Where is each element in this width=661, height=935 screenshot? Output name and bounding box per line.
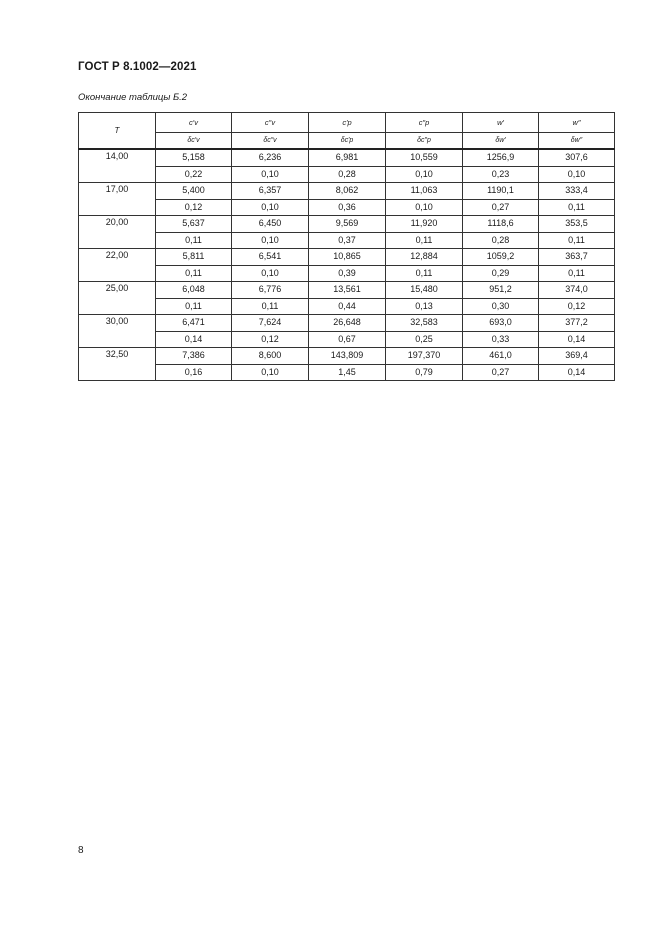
value-cell: 8,600 [232,348,309,365]
table-row-errors [79,199,615,216]
value-cell: 10,865 [309,249,386,266]
value-cell: 15,480 [386,282,463,299]
error-cell: 0,14 [156,331,232,348]
value-cell: 1059,2 [463,249,539,266]
header-error-cell: δc′v [156,133,232,150]
value-cell: 197,370 [386,348,463,365]
header-cell: c′p [309,113,386,133]
error-cell: 0,10 [232,166,309,183]
document-header: ГОСТ Р 8.1002—2021 [78,61,197,73]
error-cell: 1,45 [309,364,386,381]
value-cell: 6,981 [309,149,386,166]
table-row [79,149,615,166]
error-cell: 0,30 [463,298,539,315]
table-row-errors [79,166,615,183]
temperature-cell: 14,00 [79,149,156,183]
header-error-cell: δc″p [386,133,463,150]
header-cell: w″ [539,113,615,133]
value-cell: 5,637 [156,216,232,233]
table-row [79,315,615,332]
error-cell: 0,33 [463,331,539,348]
value-cell: 5,811 [156,249,232,266]
table-row-errors [79,265,615,282]
value-cell: 1256,9 [463,149,539,166]
temperature-cell: 25,00 [79,282,156,315]
data-table [78,112,615,381]
value-cell: 369,4 [539,348,615,365]
error-cell: 0,10 [539,166,615,183]
error-cell: 0,29 [463,265,539,282]
table-row-errors [79,364,615,381]
value-cell: 6,357 [232,183,309,200]
table-row-errors [79,232,615,249]
table-row [79,216,615,233]
table-row-errors [79,331,615,348]
table-row [79,183,615,200]
value-cell: 6,048 [156,282,232,299]
value-cell: 12,884 [386,249,463,266]
value-cell: 377,2 [539,315,615,332]
error-cell: 0,11 [156,298,232,315]
value-cell: 11,063 [386,183,463,200]
value-cell: 1118,6 [463,216,539,233]
error-cell: 0,11 [156,232,232,249]
error-cell: 0,11 [386,232,463,249]
table-row-errors [79,298,615,315]
value-cell: 6,236 [232,149,309,166]
value-cell: 353,5 [539,216,615,233]
value-cell: 8,062 [309,183,386,200]
error-cell: 0,10 [386,166,463,183]
error-cell: 0,12 [539,298,615,315]
error-cell: 0,14 [539,331,615,348]
temperature-cell: 30,00 [79,315,156,348]
value-cell: 11,920 [386,216,463,233]
header-error-cell: δc′p [309,133,386,150]
table-row [79,282,615,299]
error-cell: 0,13 [386,298,463,315]
error-cell: 0,10 [386,199,463,216]
error-cell: 0,12 [232,331,309,348]
value-cell: 6,776 [232,282,309,299]
table-caption: Окончание таблицы Б.2 [78,92,188,103]
temperature-cell: 32,50 [79,348,156,381]
value-cell: 5,400 [156,183,232,200]
value-cell: 363,7 [539,249,615,266]
value-cell: 333,4 [539,183,615,200]
value-cell: 693,0 [463,315,539,332]
error-cell: 0,14 [539,364,615,381]
error-cell: 0,37 [309,232,386,249]
error-cell: 0,36 [309,199,386,216]
error-cell: 0,39 [309,265,386,282]
error-cell: 0,23 [463,166,539,183]
table-row [79,249,615,266]
error-cell: 0,22 [156,166,232,183]
value-cell: 6,471 [156,315,232,332]
value-cell: 32,583 [386,315,463,332]
error-cell: 0,27 [463,199,539,216]
error-cell: 0,28 [309,166,386,183]
value-cell: 1190,1 [463,183,539,200]
header-cell: w′ [463,113,539,133]
temperature-cell: 22,00 [79,249,156,282]
error-cell: 0,11 [539,265,615,282]
temperature-cell: 17,00 [79,183,156,216]
error-cell: 0,11 [156,265,232,282]
value-cell: 374,0 [539,282,615,299]
value-cell: 13,561 [309,282,386,299]
temperature-cell: 20,00 [79,216,156,249]
error-cell: 0,11 [232,298,309,315]
header-cell: c″v [232,113,309,133]
error-cell: 0,44 [309,298,386,315]
page-number: 8 [78,845,84,856]
error-cell: 0,10 [232,199,309,216]
value-cell: 143,809 [309,348,386,365]
value-cell: 26,648 [309,315,386,332]
value-cell: 7,386 [156,348,232,365]
table-row [79,348,615,365]
error-cell: 0,79 [386,364,463,381]
error-cell: 0,11 [539,199,615,216]
header-error-cell: δw′ [463,133,539,150]
error-cell: 0,11 [539,232,615,249]
value-cell: 6,541 [232,249,309,266]
error-cell: 0,10 [232,265,309,282]
value-cell: 6,450 [232,216,309,233]
value-cell: 7,624 [232,315,309,332]
error-cell: 0,11 [386,265,463,282]
error-cell: 0,16 [156,364,232,381]
error-cell: 0,27 [463,364,539,381]
value-cell: 9,569 [309,216,386,233]
value-cell: 951,2 [463,282,539,299]
header-cell: c′v [156,113,232,133]
value-cell: 10,559 [386,149,463,166]
header-cell: c″p [386,113,463,133]
value-cell: 461,0 [463,348,539,365]
header-error-cell: δw″ [539,133,615,150]
value-cell: 5,158 [156,149,232,166]
error-cell: 0,12 [156,199,232,216]
value-cell: 307,6 [539,149,615,166]
header-error-cell: δc″v [232,133,309,150]
error-cell: 0,25 [386,331,463,348]
header-t: T [79,113,156,150]
error-cell: 0,10 [232,232,309,249]
error-cell: 0,67 [309,331,386,348]
error-cell: 0,28 [463,232,539,249]
error-cell: 0,10 [232,364,309,381]
